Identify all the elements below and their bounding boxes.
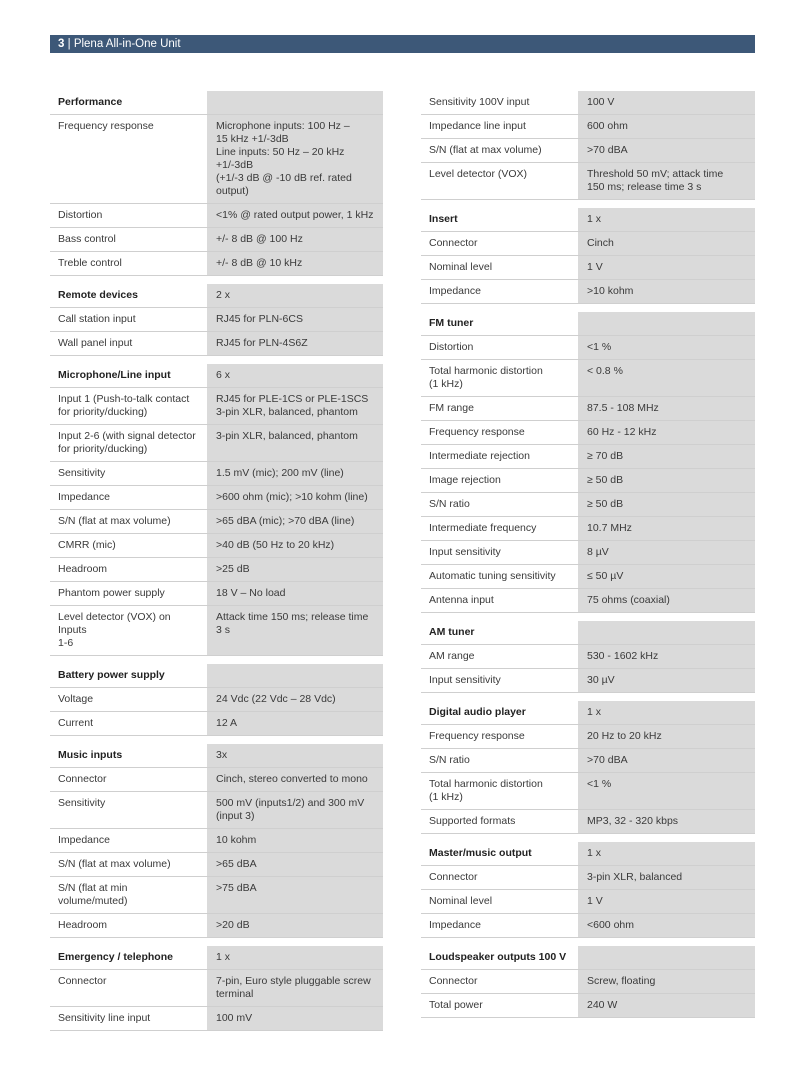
spec-section-insert <box>421 208 755 304</box>
spec-label: Connector <box>429 871 478 883</box>
spec-value: >70 dBA <box>578 139 755 162</box>
spec-label: Intermediate rejection <box>429 450 530 462</box>
spec-value: 24 Vdc (22 Vdc – 28 Vdc) <box>207 688 383 711</box>
spec-section-remote-devices <box>50 284 383 356</box>
spec-label: Antenna input <box>429 594 494 606</box>
spec-value: >75 dBA <box>207 877 383 913</box>
spec-value: ≥ 70 dB <box>578 445 755 468</box>
spec-value: 75 ohms (coaxial) <box>578 589 755 612</box>
spec-label: S/N ratio <box>429 498 470 510</box>
section-title-value: 1 x <box>207 946 383 969</box>
spec-row <box>50 768 383 792</box>
spec-row <box>50 829 383 853</box>
spec-row <box>50 792 383 829</box>
spec-label: Input sensitivity <box>429 546 501 558</box>
spec-label: Frequency response <box>429 426 525 438</box>
section-title-value: 6 x <box>207 364 383 387</box>
spec-value: 100 mV <box>207 1007 383 1030</box>
spec-label: Total power <box>429 999 483 1011</box>
spec-row <box>421 256 755 280</box>
spec-label: Sensitivity 100V input <box>429 96 530 108</box>
spec-label: Headroom <box>58 563 108 575</box>
section-header <box>421 621 755 645</box>
spec-label: Treble control <box>58 257 122 269</box>
spec-row <box>421 890 755 914</box>
spec-label: Impedance <box>58 491 110 503</box>
spec-label: Nominal level <box>429 261 493 273</box>
page-header <box>50 35 755 53</box>
spec-row <box>421 397 755 421</box>
spec-row <box>421 914 755 938</box>
spec-label: Headroom <box>58 919 108 931</box>
spec-row <box>50 332 383 356</box>
spec-value: 12 A <box>207 712 383 735</box>
spec-value: +/- 8 dB @ 100 Hz <box>207 228 383 251</box>
spec-row <box>50 308 383 332</box>
spec-label: Impedance <box>429 919 481 931</box>
spec-row <box>421 589 755 613</box>
section-title-value: 1 x <box>578 208 755 231</box>
spec-label: AM range <box>429 650 475 662</box>
spec-value: 20 Hz to 20 kHz <box>578 725 755 748</box>
spec-label: Input sensitivity <box>429 674 501 686</box>
spec-value: 10 kohm <box>207 829 383 852</box>
spec-label: Connector <box>58 773 107 785</box>
section-title: Music inputs <box>58 749 123 761</box>
spec-row <box>50 877 383 914</box>
document-title: Plena All-in-One Unit <box>73 38 181 50</box>
spec-row <box>421 773 755 810</box>
spec-row <box>421 163 755 200</box>
spec-section-continued <box>421 91 755 200</box>
spec-value: RJ45 for PLE-1CS or PLE-1SCS 3-pin XLR, balanced, phantom <box>207 388 383 424</box>
spec-value: ≤ 50 µV <box>578 565 755 588</box>
spec-value: ≥ 50 dB <box>578 493 755 516</box>
section-title-value <box>578 312 755 335</box>
section-header <box>421 312 755 336</box>
spec-row <box>50 688 383 712</box>
spec-row <box>421 421 755 445</box>
spec-label: FM range <box>429 402 474 414</box>
spec-value: RJ45 for PLN-6CS <box>207 308 383 331</box>
spec-row <box>421 749 755 773</box>
section-header <box>50 664 383 688</box>
section-header <box>50 744 383 768</box>
spec-value: >65 dBA (mic); >70 dBA (line) <box>207 510 383 533</box>
spec-label: Voltage <box>58 693 94 705</box>
spec-label: Sensitivity <box>58 797 106 809</box>
spec-label: Automatic tuning sensitivity <box>429 570 556 582</box>
spec-value: >10 kohm <box>578 280 755 303</box>
spec-label: Impedance line input <box>429 120 526 132</box>
spec-value: < 0.8 % <box>578 360 755 396</box>
section-title: Loudspeaker outputs 100 V <box>429 951 567 963</box>
spec-value: 1 V <box>578 256 755 279</box>
spec-label: Sensitivity line input <box>58 1012 151 1024</box>
spec-value: 10.7 MHz <box>578 517 755 540</box>
spec-row <box>421 645 755 669</box>
spec-row <box>50 388 383 425</box>
spec-label: Connector <box>58 975 107 987</box>
section-title: Master/music output <box>429 847 532 859</box>
spec-value: 240 W <box>578 994 755 1017</box>
spec-value: 500 mV (inputs1/2) and 300 mV (input 3) <box>207 792 383 828</box>
spec-section-digital-audio-player <box>421 701 755 834</box>
spec-value: >70 dBA <box>578 749 755 772</box>
spec-value: MP3, 32 - 320 kbps <box>578 810 755 833</box>
spec-value: >20 dB <box>207 914 383 937</box>
spec-value: Cinch <box>578 232 755 255</box>
spec-label: Input 2-6 (with signal detector for priority/ducking) <box>58 430 196 455</box>
section-header <box>421 208 755 232</box>
section-title: Battery power supply <box>58 669 165 681</box>
spec-section-music-inputs <box>50 744 383 938</box>
spec-row <box>50 914 383 938</box>
spec-value: RJ45 for PLN-4S6Z <box>207 332 383 355</box>
spec-label: S/N (flat at min volume/muted) <box>58 882 128 907</box>
spec-label: S/N ratio <box>429 754 470 766</box>
spec-value: >65 dBA <box>207 853 383 876</box>
spec-row <box>50 204 383 228</box>
spec-row <box>421 810 755 834</box>
spec-value: +/- 8 dB @ 10 kHz <box>207 252 383 275</box>
spec-label: Total harmonic distortion (1 kHz) <box>429 365 543 390</box>
spec-row <box>50 712 383 736</box>
section-header <box>50 284 383 308</box>
section-header <box>421 946 755 970</box>
spec-row <box>50 462 383 486</box>
section-title: Insert <box>429 213 458 225</box>
spec-value: >25 dB <box>207 558 383 581</box>
section-title-value <box>578 946 755 969</box>
spec-row <box>421 970 755 994</box>
spec-section-performance <box>50 91 383 276</box>
section-title-value <box>578 621 755 644</box>
spec-label: S/N (flat at max volume) <box>429 144 542 156</box>
spec-row <box>421 565 755 589</box>
spec-value: 18 V – No load <box>207 582 383 605</box>
page-number: 3 <box>58 38 65 50</box>
spec-value: <1 % <box>578 773 755 809</box>
spec-row <box>50 228 383 252</box>
spec-row <box>50 1007 383 1031</box>
section-title: Remote devices <box>58 289 138 301</box>
spec-row <box>421 669 755 693</box>
spec-value: Screw, floating <box>578 970 755 993</box>
left-spec-column <box>50 91 383 1039</box>
spec-label: Distortion <box>429 341 474 353</box>
spec-row <box>50 425 383 462</box>
spec-row <box>50 606 383 656</box>
section-title-value: 3x <box>207 744 383 767</box>
spec-value: 60 Hz - 12 kHz <box>578 421 755 444</box>
spec-row <box>421 336 755 360</box>
spec-section-am-tuner <box>421 621 755 693</box>
spec-row <box>421 360 755 397</box>
section-title-value <box>207 664 383 687</box>
spec-value: 8 µV <box>578 541 755 564</box>
section-header <box>50 946 383 970</box>
spec-label: Impedance <box>429 285 481 297</box>
section-title-value: 1 x <box>578 842 755 865</box>
spec-label: S/N (flat at max volume) <box>58 515 171 527</box>
spec-row <box>421 115 755 139</box>
spec-row <box>421 91 755 115</box>
spec-value: <600 ohm <box>578 914 755 937</box>
spec-label: Intermediate frequency <box>429 522 537 534</box>
spec-section-battery-power-supply <box>50 664 383 736</box>
spec-value: 530 - 1602 kHz <box>578 645 755 668</box>
spec-label: Distortion <box>58 209 103 221</box>
section-title: Digital audio player <box>429 706 526 718</box>
section-title-value: 1 x <box>578 701 755 724</box>
spec-row <box>50 970 383 1007</box>
spec-row <box>50 582 383 606</box>
section-title-value: 2 x <box>207 284 383 307</box>
spec-row <box>50 853 383 877</box>
spec-value: Cinch, stereo converted to mono <box>207 768 383 791</box>
spec-label: Nominal level <box>429 895 493 907</box>
spec-value: Microphone inputs: 100 Hz – 15 kHz +1/-3dB Line inputs: 50 Hz – 20 kHz +1/-3dB (+1/-3 dB @ -10 dB ref. rated output) <box>207 115 383 203</box>
spec-row <box>421 445 755 469</box>
spec-label: Impedance <box>58 834 110 846</box>
section-header <box>421 842 755 866</box>
right-spec-column <box>421 91 755 1026</box>
section-title: Microphone/Line input <box>58 369 171 381</box>
spec-section-master-music-output <box>421 842 755 938</box>
spec-label: S/N (flat at max volume) <box>58 858 171 870</box>
spec-row <box>421 866 755 890</box>
spec-row <box>421 517 755 541</box>
spec-section-microphone-line-input <box>50 364 383 656</box>
section-header <box>421 701 755 725</box>
spec-value: 3-pin XLR, balanced, phantom <box>207 425 383 461</box>
spec-value: 1.5 mV (mic); 200 mV (line) <box>207 462 383 485</box>
section-title: Performance <box>58 96 123 108</box>
spec-value: ≥ 50 dB <box>578 469 755 492</box>
spec-label: Supported formats <box>429 815 516 827</box>
spec-value: 3-pin XLR, balanced <box>578 866 755 889</box>
spec-value: <1 % <box>578 336 755 359</box>
spec-label: Frequency response <box>429 730 525 742</box>
section-header <box>50 91 383 115</box>
spec-value: Threshold 50 mV; attack time 150 ms; release time 3 s <box>578 163 755 199</box>
spec-value: 7-pin, Euro style pluggable screw terminal <box>207 970 383 1006</box>
spec-label: Call station input <box>58 313 136 325</box>
spec-section-fm-tuner <box>421 312 755 613</box>
spec-label: Connector <box>429 237 478 249</box>
spec-row <box>50 115 383 204</box>
section-header <box>50 364 383 388</box>
section-title: Emergency / telephone <box>58 951 173 963</box>
spec-label: Bass control <box>58 233 116 245</box>
spec-row <box>421 493 755 517</box>
spec-label: Sensitivity <box>58 467 106 479</box>
spec-label: Phantom power supply <box>58 587 165 599</box>
spec-label: Frequency response <box>58 120 154 132</box>
spec-label: Level detector (VOX) on Inputs 1-6 <box>58 611 171 649</box>
spec-row <box>421 469 755 493</box>
spec-label: Total harmonic distortion (1 kHz) <box>429 778 543 803</box>
spec-label: Current <box>58 717 94 729</box>
spec-row <box>50 510 383 534</box>
spec-label: Input 1 (Push-to-talk contact for priority/ducking) <box>58 393 190 418</box>
spec-value: 1 V <box>578 890 755 913</box>
spec-row <box>50 486 383 510</box>
spec-row <box>421 139 755 163</box>
spec-row <box>50 252 383 276</box>
spec-value: 600 ohm <box>578 115 755 138</box>
section-title-value <box>207 91 383 114</box>
spec-row <box>421 541 755 565</box>
spec-value: >40 dB (50 Hz to 20 kHz) <box>207 534 383 557</box>
spec-value: 87.5 - 108 MHz <box>578 397 755 420</box>
spec-row <box>421 725 755 749</box>
spec-value: >600 ohm (mic); >10 kohm (line) <box>207 486 383 509</box>
spec-section-loudspeaker-outputs-100-v <box>421 946 755 1018</box>
spec-section-emergency-telephone <box>50 946 383 1031</box>
spec-label: Wall panel input <box>58 337 133 349</box>
spec-value: <1% @ rated output power, 1 kHz <box>207 204 383 227</box>
spec-label: Image rejection <box>429 474 501 486</box>
spec-row <box>50 558 383 582</box>
spec-row <box>50 534 383 558</box>
spec-label: Connector <box>429 975 478 987</box>
spec-label: CMRR (mic) <box>58 539 116 551</box>
spec-row <box>421 232 755 256</box>
spec-label: Level detector (VOX) <box>429 168 528 180</box>
spec-row <box>421 280 755 304</box>
section-title: AM tuner <box>429 626 475 638</box>
spec-row <box>421 994 755 1018</box>
spec-value: 100 V <box>578 91 755 114</box>
header-separator: | <box>67 38 71 50</box>
section-title: FM tuner <box>429 317 474 329</box>
spec-value: 30 µV <box>578 669 755 692</box>
spec-value: Attack time 150 ms; release time 3 s <box>207 606 383 655</box>
